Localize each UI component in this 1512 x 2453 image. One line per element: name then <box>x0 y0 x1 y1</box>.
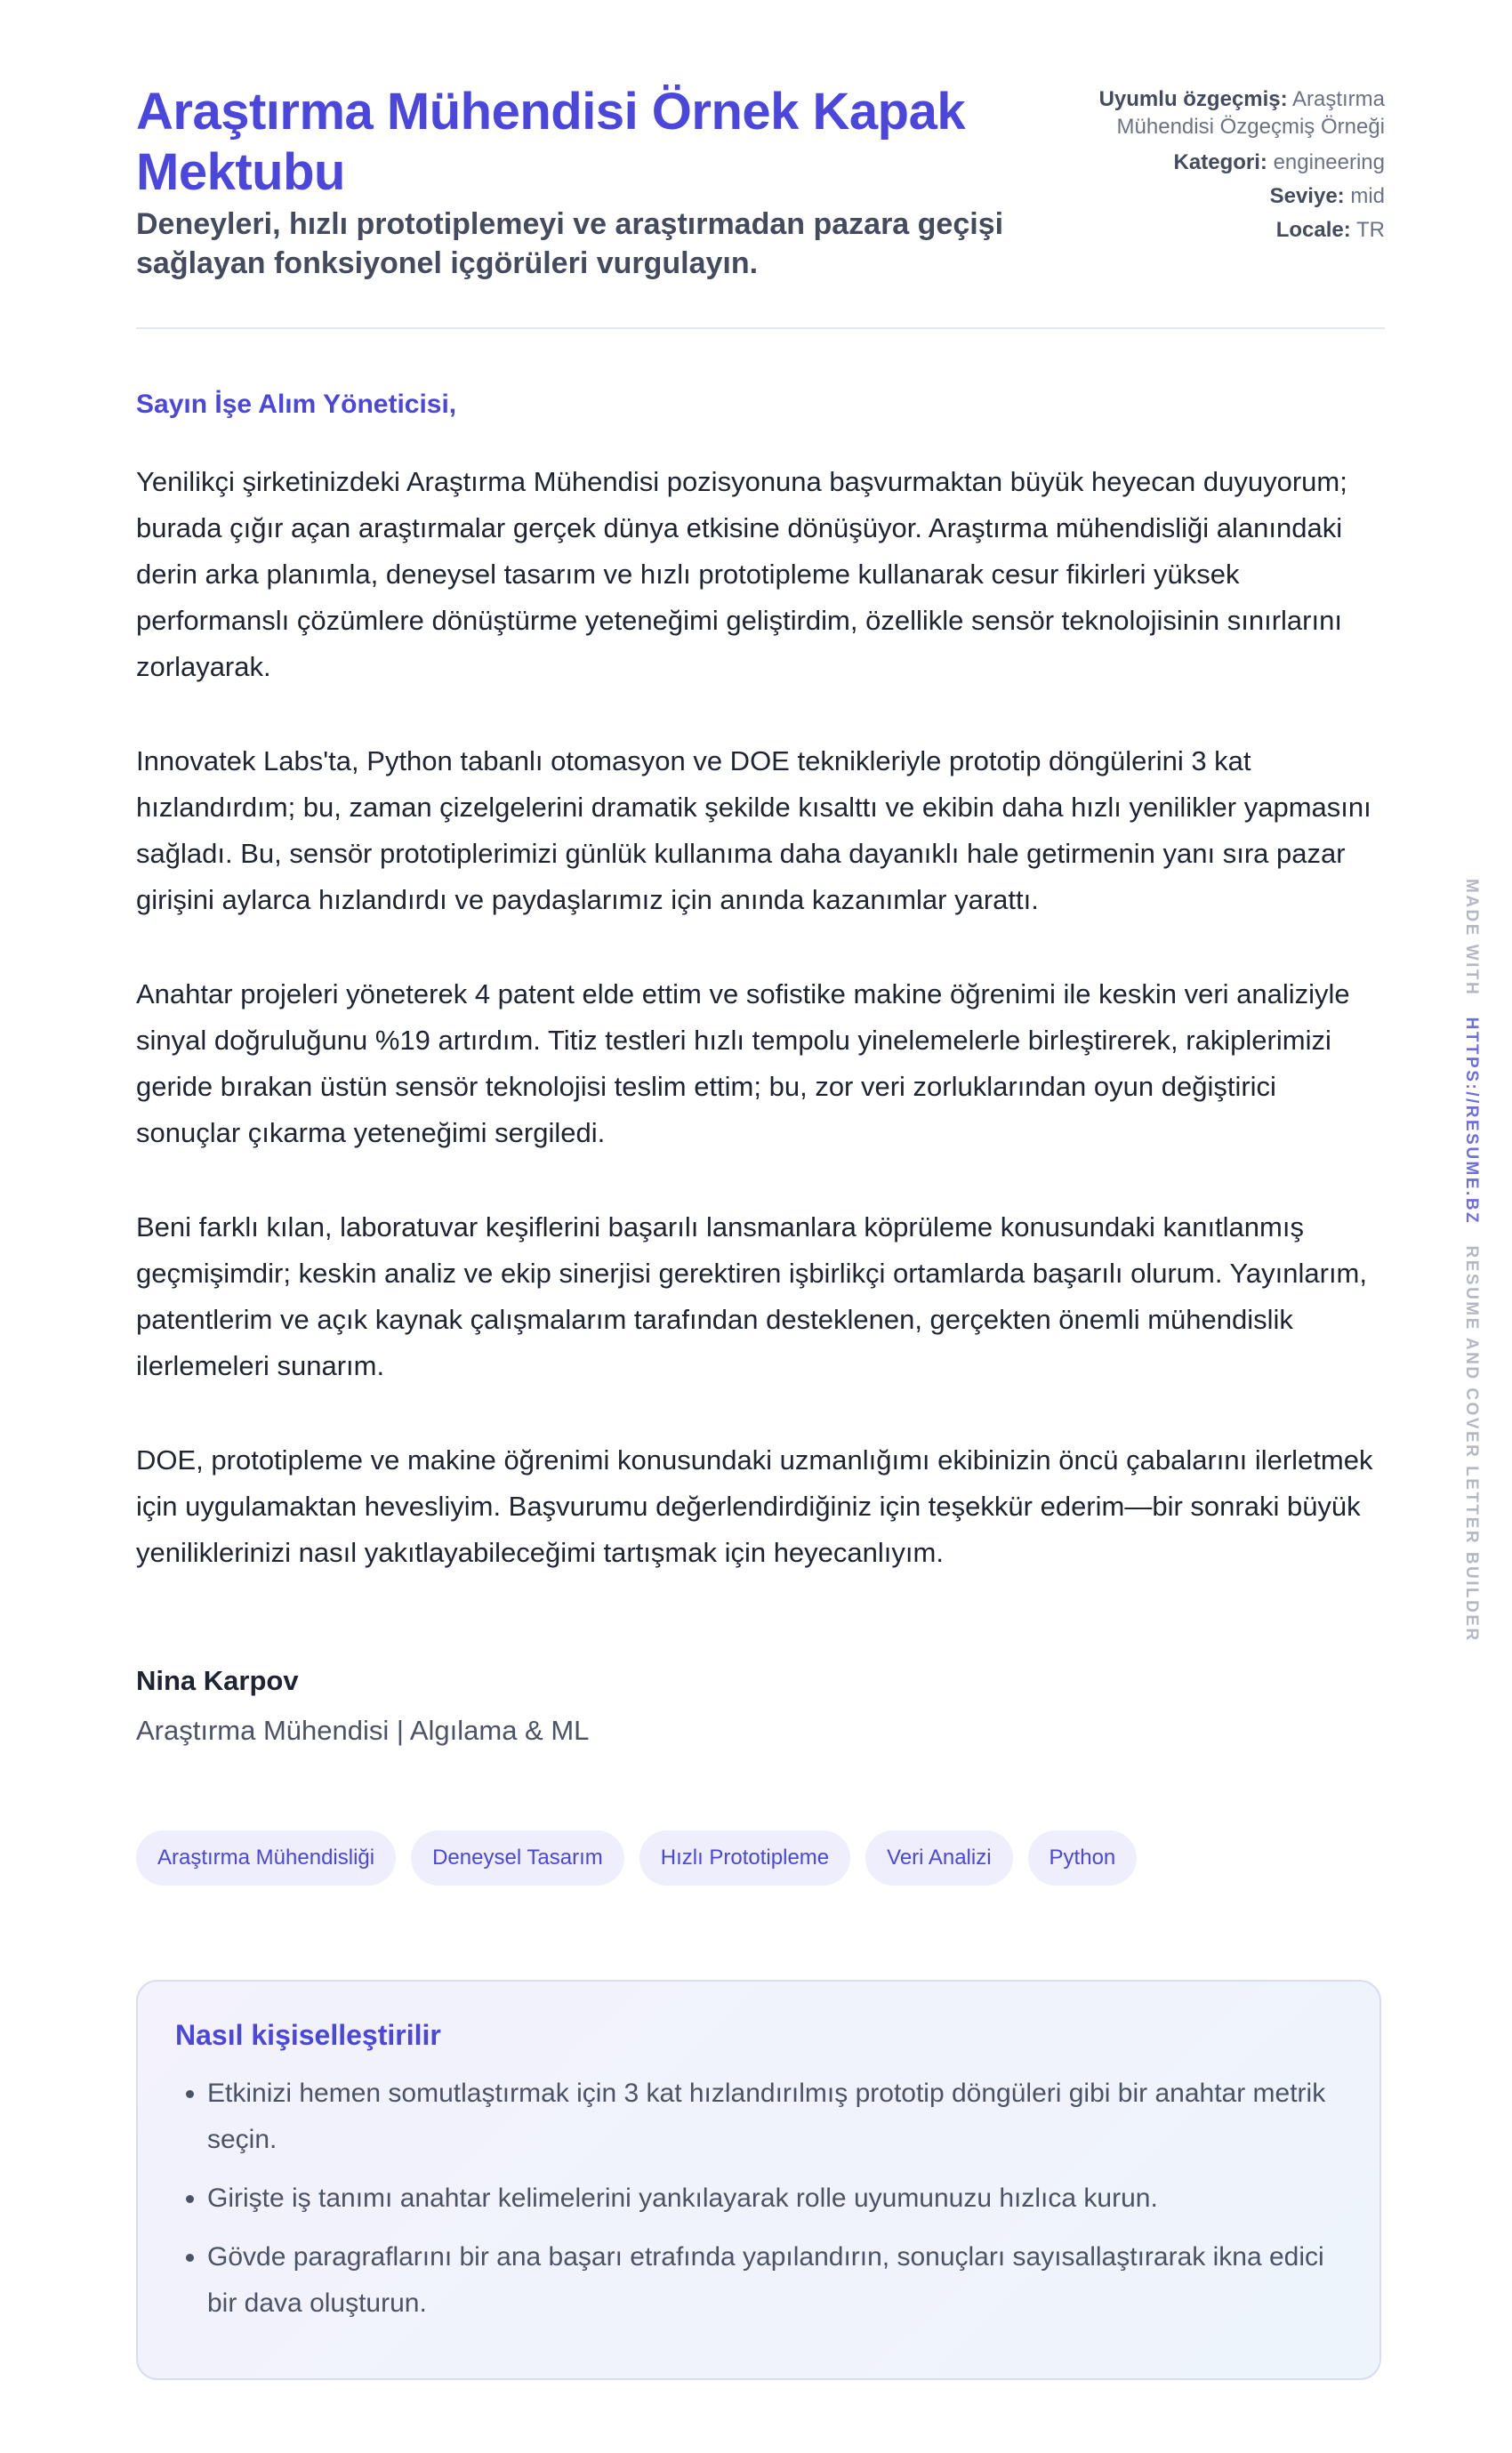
meta-compatible-resume <box>1011 85 1385 141</box>
tips-item: • Gövde paragraflarını bir ana başarı etrafında yapılandırın, sonuçları sayısallaştırarak ikna edici bir dava oluşturun. <box>207 2234 1344 2327</box>
meta-level <box>1011 180 1385 213</box>
skill-tag: Deneysel Tasarım <box>411 1830 624 1886</box>
page-subtitle: Deneyleri, hızlı prototiplemeyi ve araştırmadan pazara geçişi sağlayan fonksiyonel içgörüleri vurgulayın. <box>136 207 1004 280</box>
skill-tag: Hızlı Prototipleme <box>639 1830 850 1886</box>
personalization-tips <box>136 1980 1381 2380</box>
letter-paragraph: Anahtar projeleri yöneterek 4 patent elde ettim ve sofistike makine öğrenimi ile keskin veri analiziyle sinyal doğruluğunu %19 artırdım. Titiz testleri hızlı tempolu yinelemelerle birleştirerek, rakiplerimizi geride bırakan üstün sensör teknolojisi teslim ettim; bu, zor veri zorluklarından oyun değiştirici sonuçlar çıkarma yeteneğimi sergiledi. <box>136 978 1350 1148</box>
watermark-suffix: RESUME AND COVER LETTER BUILDER <box>1462 1245 1481 1643</box>
letter-paragraph: Innovatek Labs'ta, Python tabanlı otomasyon ve DOE teknikleriyle prototip döngülerini 3 kat hızlandırdım; bu, zaman çizelgelerini dramatik şekilde kısalttı ve ekibin daha hızlı yenilikler yapmasını sağladı. Bu, sensör prototiplerimizi günlük kullanıma daha dayanıklı hale getirmenin yanı sıra pazar girişini aylarca hızlandırdı ve paydaşlarımız için anında kazanımlar yarattı. <box>136 745 1371 915</box>
page-title: Araştırma Mühendisi Örnek Kapak Mektubu <box>136 83 966 201</box>
meta-compatible-value: Araştırma Mühendisi Özgeçmiş Örneği <box>1116 87 1385 139</box>
signature-block <box>136 1661 589 1750</box>
letter-paragraph: Beni farklı kılan, laboratuvar keşiflerini başarılı lansmanlara köprüleme konusundaki kanıtlanmış geçmişimdir; keskin analiz ve ekip sinerjisi gerektiren işbirlikçi ortamlarda başarılı olurum. Yayınlarım, patentlerim ve açık kaynak çalışmalarım tarafından desteklenen, gerçekten önemli mühendislik ilerlemeleri sunarım. <box>136 1211 1367 1381</box>
skill-tag: Veri Analizi <box>865 1830 1012 1886</box>
letter-salutation: Sayın İşe Alım Yöneticisi, <box>136 390 457 419</box>
cover-letter-page <box>136 0 1385 2318</box>
made-with-watermark <box>1454 879 1481 1643</box>
skill-tag: Python <box>1028 1830 1138 1886</box>
watermark-prefix: MADE WITH <box>1462 879 1481 997</box>
meta-compatible-label: Uyumlu özgeçmiş: <box>1098 87 1288 111</box>
meta-category <box>1011 146 1385 180</box>
letter-paragraph: Yenilikçi şirketinizdeki Araştırma Mühendisi pozisyonuna başvurmaktan büyük heyecan duyuyorum; burada çığır açan araştırmalar gerçek dünya etkisine dönüşüyor. Araştırma mühendisliği alanındaki derin arka planımla, deneysel tasarım ve hızlı prototipleme kullanarak cesur fikirleri yüksek performanslı çözümlere dönüştürme yeteneğimi geliştirdim, özellikle sensör teknolojisinin sınırlarını zorlayarak. <box>136 466 1347 682</box>
letter-paragraph: DOE, prototipleme ve makine öğrenimi konusundaki uzmanlığımı ekibinizin öncü çabalarını ilerletmek için uygulamaktan hevesliyim. Başvurumu değerlendirdiğiniz için teşekkür ederim—bir sonraki büyük yeniliklerinizi nasıl yakıtlayabileceğimi tartışmak için heyecanlıyım. <box>136 1444 1373 1568</box>
tips-list <box>175 2071 1344 2327</box>
meta-locale-label: Locale: <box>1275 218 1351 242</box>
watermark-link[interactable]: HTTPS://RESUME.BZ <box>1462 1017 1481 1226</box>
meta-category-value: engineering <box>1273 150 1385 174</box>
signature-role: Araştırma Mühendisi | Algılama & ML <box>136 1715 590 1746</box>
meta-panel <box>1011 85 1385 247</box>
meta-locale <box>1011 213 1385 247</box>
tips-item: • Girişte iş tanımı anahtar kelimelerini yankılayarak rolle uyumunuzu hızlıca kurun. <box>207 2176 1344 2222</box>
meta-category-label: Kategori: <box>1173 150 1267 174</box>
meta-level-label: Seviye: <box>1269 184 1345 208</box>
signature-name: Nina Karpov <box>136 1665 299 1696</box>
tips-item: • Etkinizi hemen somutlaştırmak için 3 kat hızlandırılmış prototip döngüleri gibi bir anahtar metrik seçin. <box>207 2071 1344 2163</box>
letter-body <box>136 459 1385 1624</box>
skill-tag: Araştırma Mühendisliği <box>136 1830 396 1886</box>
tips-title: Nasıl kişiselleştirilir <box>175 2019 441 2051</box>
meta-locale-value: TR <box>1356 218 1385 242</box>
meta-level-value: mid <box>1350 184 1385 208</box>
page-header <box>136 0 1385 329</box>
skill-tags <box>136 1830 1137 1886</box>
